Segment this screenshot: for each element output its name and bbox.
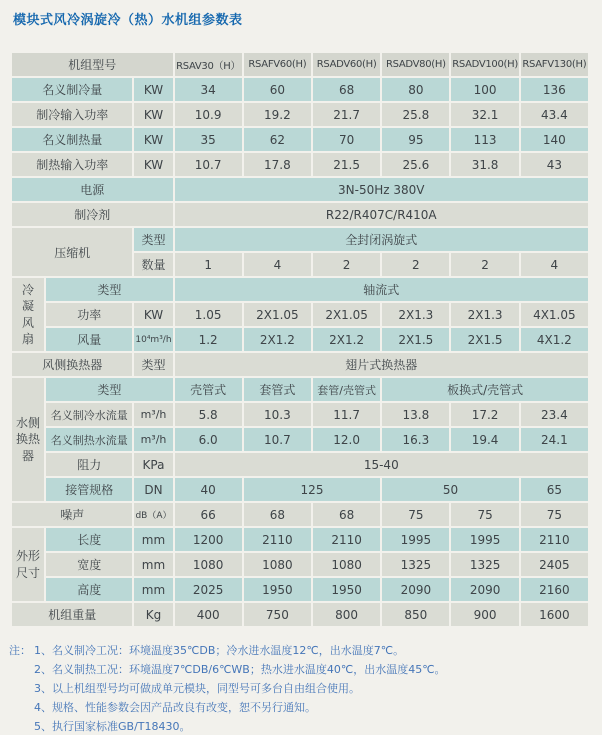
- length-unit: mm: [134, 528, 172, 551]
- compressor-label: 压缩机: [12, 228, 132, 276]
- heating-capacity-value: 140: [521, 128, 588, 151]
- fan-power-value: 2X1.3: [382, 303, 449, 326]
- heating-input-power-value: 25.6: [382, 153, 449, 176]
- compressor-qty-value: 4: [244, 253, 311, 276]
- unit-weight-value: 400: [175, 603, 242, 626]
- chilled-water-flow-value: 5.8: [175, 403, 242, 426]
- water-side-hx-type-value: 套管/壳管式: [313, 378, 380, 401]
- chilled-water-flow-value: 17.2: [451, 403, 518, 426]
- width-value: 2405: [521, 553, 588, 576]
- water-side-hx-label: 水侧换热器: [12, 378, 44, 501]
- model-name: RSAV30（H）: [175, 53, 242, 76]
- hot-water-flow-value: 12.0: [313, 428, 380, 451]
- refrigerant-row: [12, 203, 588, 226]
- cooling-capacity-value: 60: [244, 78, 311, 101]
- heating-capacity-value: 95: [382, 128, 449, 151]
- chilled-water-flow-label: 名义制冷水流量: [46, 403, 132, 426]
- cooling-capacity-value: 136: [521, 78, 588, 101]
- cooling-capacity-value: 100: [451, 78, 518, 101]
- cooling-input-power-value: 43.4: [521, 103, 588, 126]
- width-label: 宽度: [46, 553, 132, 576]
- pipe-spec-label: 接管规格: [46, 478, 132, 501]
- hot-water-flow-row: [12, 428, 588, 451]
- note-text: 1、名义制冷工况：环境温度35℃DB；冷水进水温度12℃，出水温度7℃。: [34, 644, 405, 657]
- water-side-hx-type-value: 壳管式: [175, 378, 242, 401]
- unit-weight-value: 1600: [521, 603, 588, 626]
- unit-weight-value: 800: [313, 603, 380, 626]
- heating-input-power-row: [12, 153, 588, 176]
- dimensions-label: 外形尺寸: [12, 528, 44, 601]
- noise-unit: dB（A）: [134, 503, 172, 526]
- chilled-water-flow-row: [12, 403, 588, 426]
- condensing-fan-type-row: [12, 278, 588, 301]
- fan-power-label: 功率: [46, 303, 132, 326]
- heating-capacity-value: 70: [313, 128, 380, 151]
- fan-airflow-value: 1.2: [175, 328, 242, 351]
- fan-airflow-value: 2X1.2: [244, 328, 311, 351]
- unit-weight-value: 850: [382, 603, 449, 626]
- refrigerant-value: R22/R407C/R410A: [175, 203, 588, 226]
- power-supply-label: 电源: [12, 178, 173, 201]
- cooling-input-power-unit: KW: [134, 103, 172, 126]
- hot-water-flow-value: 6.0: [175, 428, 242, 451]
- height-label: 高度: [46, 578, 132, 601]
- hot-water-flow-value: 19.4: [451, 428, 518, 451]
- fan-airflow-unit: 10⁴m³/h: [134, 328, 172, 351]
- width-row: [12, 553, 588, 576]
- heating-input-power-value: 31.8: [451, 153, 518, 176]
- hot-water-flow-value: 16.3: [382, 428, 449, 451]
- hot-water-flow-unit: m³/h: [134, 428, 172, 451]
- hot-water-flow-value: 10.7: [244, 428, 311, 451]
- compressor-type-label: 类型: [134, 228, 172, 251]
- chilled-water-flow-value: 10.3: [244, 403, 311, 426]
- water-side-hx-type-label: 类型: [46, 378, 172, 401]
- note-line: [9, 641, 602, 660]
- fan-airflow-value: 4X1.2: [521, 328, 588, 351]
- unit-weight-unit: Kg: [134, 603, 172, 626]
- cooling-input-power-value: 32.1: [451, 103, 518, 126]
- fan-power-value: 1.05: [175, 303, 242, 326]
- heating-capacity-value: 113: [451, 128, 518, 151]
- unit-weight-value: 900: [451, 603, 518, 626]
- model-name: RSAFV60(H): [244, 53, 311, 76]
- compressor-type-row: [12, 228, 588, 251]
- water-side-hx-type-value: 套管式: [244, 378, 311, 401]
- model-name: RSAFV130(H): [521, 53, 588, 76]
- note-line: 2、名义制热工况：环境温度7℃DB/6℃WB；热水进水温度40℃，出水温度45℃。: [34, 663, 446, 676]
- fan-power-value: 4X1.05: [521, 303, 588, 326]
- condensing-fan-label: 冷凝风扇: [12, 278, 44, 351]
- width-value: 1080: [175, 553, 242, 576]
- model-name: RSADV100(H): [451, 53, 518, 76]
- model-header-row: [12, 53, 588, 76]
- fan-power-value: 2X1.3: [451, 303, 518, 326]
- unit-weight-label: 机组重量: [12, 603, 132, 626]
- height-value: 2090: [382, 578, 449, 601]
- fan-airflow-label: 风量: [46, 328, 132, 351]
- cooling-input-power-value: 25.8: [382, 103, 449, 126]
- heating-input-power-value: 21.5: [313, 153, 380, 176]
- noise-value: 75: [521, 503, 588, 526]
- heating-input-power-unit: KW: [134, 153, 172, 176]
- chilled-water-flow-value: 11.7: [313, 403, 380, 426]
- fan-power-value: 2X1.05: [313, 303, 380, 326]
- heating-capacity-label: 名义制热量: [12, 128, 132, 151]
- refrigerant-label: 制冷剂: [12, 203, 173, 226]
- heating-capacity-row: [12, 128, 588, 151]
- width-value: 1325: [382, 553, 449, 576]
- air-side-hx-row: [12, 353, 588, 376]
- resistance-value: 15-40: [175, 453, 588, 476]
- cooling-input-power-value: 21.7: [313, 103, 380, 126]
- power-supply-row: [12, 178, 588, 201]
- condensing-fan-type-value: 轴流式: [175, 278, 588, 301]
- cooling-input-power-value: 19.2: [244, 103, 311, 126]
- length-value: 2110: [521, 528, 588, 551]
- pipe-spec-value: 40: [175, 478, 242, 501]
- page-title: 模块式风冷涡旋冷（热）水机组参数表: [13, 13, 243, 28]
- pipe-spec-unit: DN: [134, 478, 172, 501]
- pipe-spec-value: 50: [382, 478, 518, 501]
- fan-power-row: [12, 303, 588, 326]
- resistance-label: 阻力: [46, 453, 132, 476]
- compressor-qty-value: 1: [175, 253, 242, 276]
- height-value: 2090: [451, 578, 518, 601]
- fan-power-unit: KW: [134, 303, 172, 326]
- height-unit: mm: [134, 578, 172, 601]
- height-value: 1950: [313, 578, 380, 601]
- chilled-water-flow-value: 23.4: [521, 403, 588, 426]
- heating-input-power-value: 17.8: [244, 153, 311, 176]
- noise-value: 68: [244, 503, 311, 526]
- cooling-capacity-row: [12, 78, 588, 101]
- length-value: 1995: [382, 528, 449, 551]
- air-side-hx-type-value: 翅片式换热器: [175, 353, 588, 376]
- hot-water-flow-value: 24.1: [521, 428, 588, 451]
- model-header-label: 机组型号: [12, 53, 173, 76]
- heating-capacity-value: 35: [175, 128, 242, 151]
- noise-value: 68: [313, 503, 380, 526]
- length-value: 2110: [244, 528, 311, 551]
- notes-prefix: 注：: [9, 644, 31, 657]
- note-line: 4、规格、性能参数会因产品改良有改变，恕不另行通知。: [34, 701, 316, 714]
- noise-value: 75: [382, 503, 449, 526]
- fan-airflow-row: [12, 328, 588, 351]
- width-value: 1080: [244, 553, 311, 576]
- compressor-qty-value: 2: [313, 253, 380, 276]
- fan-airflow-value: 2X1.2: [313, 328, 380, 351]
- model-name: RSADV60(H): [313, 53, 380, 76]
- heating-capacity-unit: KW: [134, 128, 172, 151]
- compressor-type-value: 全封闭涡旋式: [175, 228, 588, 251]
- cooling-input-power-label: 制冷输入功率: [12, 103, 132, 126]
- cooling-capacity-unit: KW: [134, 78, 172, 101]
- chilled-water-flow-value: 13.8: [382, 403, 449, 426]
- heating-capacity-value: 62: [244, 128, 311, 151]
- width-value: 1080: [313, 553, 380, 576]
- width-unit: mm: [134, 553, 172, 576]
- length-label: 长度: [46, 528, 132, 551]
- heating-input-power-label: 制热输入功率: [12, 153, 132, 176]
- length-row: [12, 528, 588, 551]
- fan-power-value: 2X1.05: [244, 303, 311, 326]
- pipe-spec-value: 125: [244, 478, 380, 501]
- unit-weight-value: 750: [244, 603, 311, 626]
- heating-input-power-value: 43: [521, 153, 588, 176]
- air-side-hx-type-label: 类型: [134, 353, 172, 376]
- chilled-water-flow-unit: m³/h: [134, 403, 172, 426]
- power-supply-value: 3N-50Hz 380V: [175, 178, 588, 201]
- cooling-input-power-row: [12, 103, 588, 126]
- height-value: 2160: [521, 578, 588, 601]
- height-value: 2025: [175, 578, 242, 601]
- length-value: 1200: [175, 528, 242, 551]
- water-side-hx-type-value: 板换式/壳管式: [382, 378, 588, 401]
- compressor-qty-value: 2: [382, 253, 449, 276]
- noise-label: 噪声: [12, 503, 132, 526]
- length-value: 1995: [451, 528, 518, 551]
- note-line: 5、执行国家标准GB/T18430。: [34, 720, 191, 733]
- pipe-spec-value: 65: [521, 478, 588, 501]
- hot-water-flow-label: 名义制热水流量: [46, 428, 132, 451]
- width-value: 1325: [451, 553, 518, 576]
- fan-airflow-value: 2X1.5: [382, 328, 449, 351]
- cooling-capacity-value: 34: [175, 78, 242, 101]
- noise-value: 75: [451, 503, 518, 526]
- noise-value: 66: [175, 503, 242, 526]
- fan-airflow-value: 2X1.5: [451, 328, 518, 351]
- heating-input-power-value: 10.7: [175, 153, 242, 176]
- pipe-spec-row: [12, 478, 588, 501]
- notes: [9, 641, 602, 735]
- unit-weight-row: [12, 603, 588, 626]
- spec-table: [10, 51, 590, 628]
- cooling-capacity-label: 名义制冷量: [12, 78, 132, 101]
- noise-row: [12, 503, 588, 526]
- resistance-unit: KPa: [134, 453, 172, 476]
- air-side-hx-label: 风侧换热器: [12, 353, 132, 376]
- condensing-fan-type-label: 类型: [46, 278, 172, 301]
- height-row: [12, 578, 588, 601]
- height-value: 1950: [244, 578, 311, 601]
- compressor-qty-value: 2: [451, 253, 518, 276]
- note-line: 3、以上机组型号均可做成单元模块，同型号可多台自由组合使用。: [34, 682, 360, 695]
- model-name: RSADV80(H): [382, 53, 449, 76]
- cooling-capacity-value: 80: [382, 78, 449, 101]
- cooling-input-power-value: 10.9: [175, 103, 242, 126]
- compressor-qty-label: 数量: [134, 253, 172, 276]
- water-side-hx-type-row: [12, 378, 588, 401]
- resistance-row: [12, 453, 588, 476]
- length-value: 2110: [313, 528, 380, 551]
- cooling-capacity-value: 68: [313, 78, 380, 101]
- compressor-qty-value: 4: [521, 253, 588, 276]
